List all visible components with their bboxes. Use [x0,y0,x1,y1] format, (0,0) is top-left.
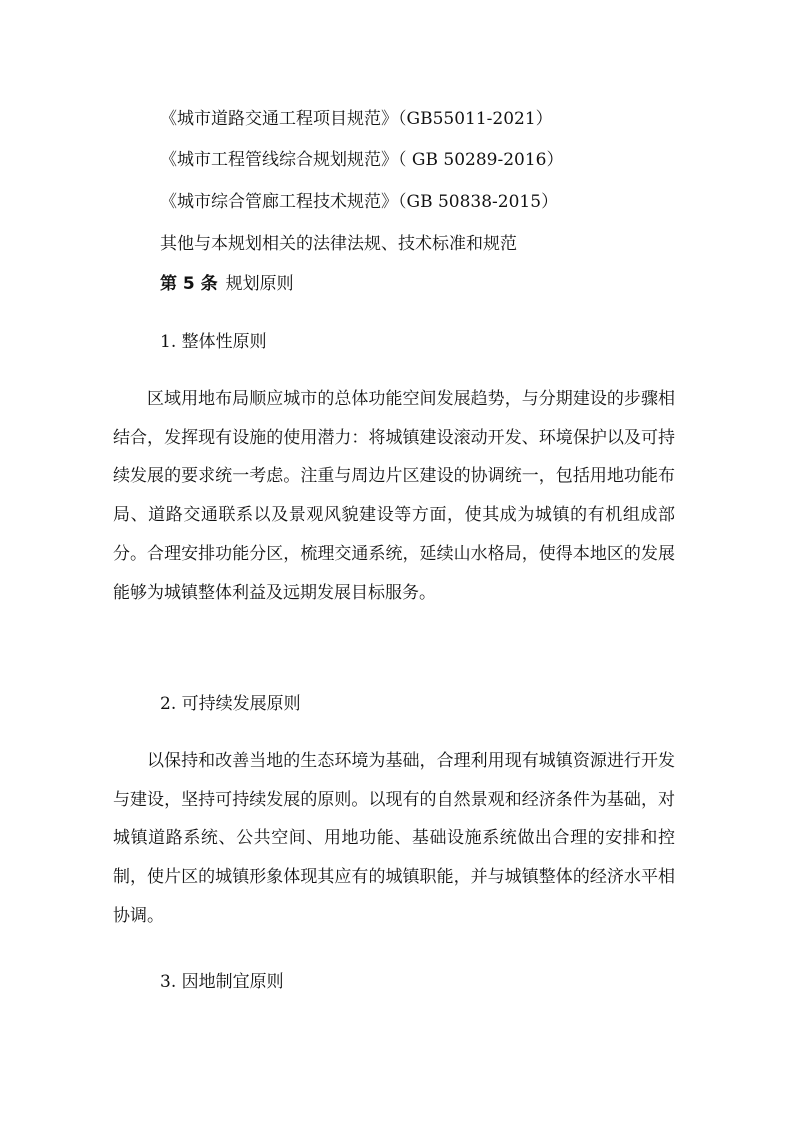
article-heading [160,272,294,296]
article-number: 第 5 条 [160,274,218,294]
section-heading: 3. 因地制宜原则 [160,972,284,992]
reference-item: 《城市工程管线综合规划规范》（ GB 50289-2016） [160,150,564,170]
section-paragraph: 区域用地布局顺应城市的总体功能空间发展趋势，与分期建设的步骤相结合，发挥现有设施的使用潜力：将城镇建设滚动开发、环境保护以及可持续发展的要求统一考虑。注重与周边片区建设的协调统一，包括用地功能布局、道路交通联系以及景观风貌建设等方面，使其成为城镇的有机组成部分。合理安排功能分区，梳理交通系统，延续山水格局，使得本地区的发展能够为城镇整体利益及远期发展目标服务。 [113,389,675,603]
reference-item: 《城市综合管廊工程技术规范》（GB 50838-2015） [160,192,559,212]
section-heading: 1. 整体性原则 [160,332,267,352]
reference-item: 其他与本规划相关的法律法规、技术标准和规范 [160,234,517,254]
article-title: 规划原则 [225,274,294,294]
section-paragraph: 以保持和改善当地的生态环境为基础，合理利用现有城镇资源进行开发与建设，坚持可持续发展的原则。以现有的自然景观和经济条件为基础，对城镇道路系统、公共空间、用地功能、基础设施系统做出合理的安排和控制，使片区的城镇形象体现其应有的城镇职能，并与城镇整体的经济水平相协调。 [113,751,675,926]
section-heading: 2. 可持续发展原则 [160,694,301,714]
reference-item: 《城市道路交通工程项目规范》（GB55011-2021） [160,109,553,129]
